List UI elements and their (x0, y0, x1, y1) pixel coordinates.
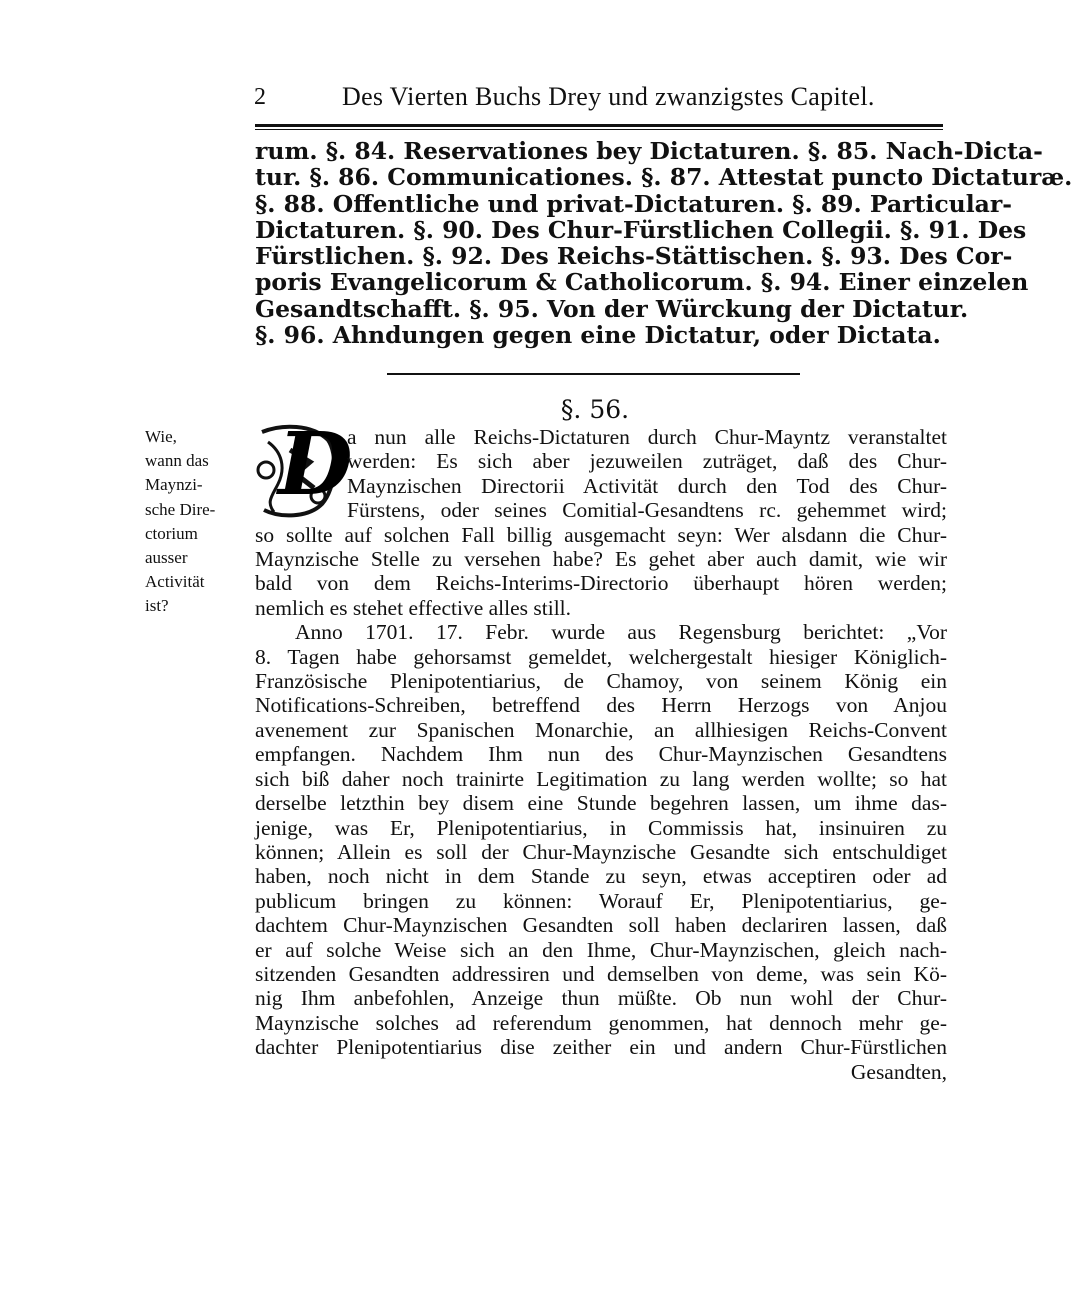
body-line: sich biß daher noch trainirte Legitimation zu lang werden wollte; so hat (255, 766, 947, 791)
section-divider (387, 373, 800, 375)
body-line: publicum bringen zu können: Worauf Er, Plenipotentiarius, ge- (255, 888, 947, 913)
body-line: nig Ihm anbefohlen, Anzeige thun müßte. Ob nun wohl der Chur- (255, 986, 947, 1011)
marginal-line: ist? (145, 596, 169, 616)
body-line: Fürstens, oder seines Comitial-Gesandtens rc. gehemmet wird; (347, 498, 947, 523)
summary-line: §. 88. Offentliche und privat-Dictaturen. §. 89. Particular- (255, 189, 1013, 218)
initial-letter: D (278, 414, 353, 515)
page-header (250, 82, 945, 122)
summary-line: Dictaturen. §. 90. Des Chur-Fürstlichen Collegii. §. 91. Des (255, 215, 1027, 244)
body-line: dachtem Chur-Maynzischen Gesandten soll haben declariren lassen, daß (255, 913, 947, 938)
section-heading: §. 56. (560, 395, 630, 424)
summary-line: Gesandtschafft. §. 95. Von der Würckung der Dictatur. (255, 294, 969, 323)
body-line: Notifications-Schreiben, betreffend des Herrn Herzogs von Anjou (255, 693, 947, 718)
body-line: Maynzische Stelle zu versehen habe? Es gehet aber auch damit, wie wir (255, 547, 947, 572)
summary-line: tur. §. 86. Communicationes. §. 87. Attestat puncto Dictaturæ. (255, 163, 1072, 192)
body-line: bald von dem Reichs-Interims-Directorio überhaupt hören werden; (255, 571, 947, 596)
marginal-line: Maynzi- (145, 475, 203, 495)
marginal-line: Activität (145, 572, 205, 592)
body-line: Maynzische solches ad referendum genommen, hat dennoch mehr ge- (255, 1010, 947, 1035)
running-title: Des Vierten Buchs Drey und zwanzigstes Capitel. (342, 82, 875, 111)
summary-line: Fürstlichen. §. 92. Des Reichs-Stättischen. §. 93. Des Cor- (255, 242, 1013, 271)
header-rule-thin (255, 129, 943, 130)
body-line: haben, noch nicht in dem Stande zu seyn, etwas acceptiren oder ad (255, 864, 947, 889)
marginal-note (145, 425, 240, 619)
summary-line: rum. §. 84. Reservationes bey Dictaturen. §. 85. Nach-Dicta- (255, 137, 1043, 165)
marginal-line: ausser (145, 548, 188, 568)
header-rule (255, 124, 943, 127)
catchword: Gesandten, (850, 1059, 947, 1084)
body-line: Anno 1701. 17. Febr. wurde aus Regensburg berichtet: „Vor (295, 620, 947, 645)
body-line: nemlich es stehet effective alles still. (255, 595, 572, 620)
body-line: er auf solche Weise sich an den Ihme, Chur-Maynzischen, gleich nach- (255, 937, 947, 962)
body-line: werden: Es sich aber jezuweilen zuträget, daß des Chur- (347, 449, 947, 474)
marginal-line: sche Dire- (145, 499, 216, 519)
body-line: so sollte auf solchen Fall billig ausgemacht seyn: Wer alsdann die Chur- (255, 522, 947, 547)
body-line: dachter Plenipotentiarius dise zeither ein und andern Chur-Fürstlichen (255, 1035, 947, 1060)
page-number: 2 (254, 84, 266, 110)
body-line: avenement zur Spanischen Monarchie, an allhiesigen Reichs-Convent (255, 717, 947, 742)
body-line: Maynzischen Directorii Activität durch den Tod des Chur- (347, 473, 947, 498)
body-line: Französische Plenipotentiarius, de Chamoy, von seinem König ein (255, 669, 947, 694)
body-text (255, 425, 947, 1084)
chapter-summary (255, 137, 1072, 350)
summary-line: poris Evangelicorum & Catholicorum. §. 94. Einer einzelen (255, 268, 1029, 297)
body-line: 8. Tagen habe gehorsamst gemeldet, welchergestalt hiesiger Königlich- (255, 644, 947, 669)
marginal-line: Wie, (145, 427, 177, 446)
body-line: können; Allein es soll der Chur-Maynzische Gesandte sich entschuldiget (255, 839, 947, 864)
marginal-line: ctorium (145, 523, 198, 543)
body-line: sitzenden Gesandten addressiren und demselben von deme, was sein Kö- (255, 961, 947, 986)
body-line: a nun alle Reichs-Dictaturen durch Chur-Mayntz veranstaltet (347, 425, 947, 449)
body-line: jenige, was Er, Plenipotentiarius, in Commissis hat, insinuiren zu (255, 815, 947, 840)
marginal-line: wann das (145, 451, 209, 471)
body-line: derselbe letzthin bey disem eine Stunde begehren lassen, um ihme das- (255, 791, 947, 816)
summary-line: §. 96. Ahndungen gegen eine Dictatur, oder Dictata. (255, 321, 941, 350)
body-line: empfangen. Nachdem Ihm nun des Chur-Maynzischen Gesandtens (255, 742, 947, 767)
